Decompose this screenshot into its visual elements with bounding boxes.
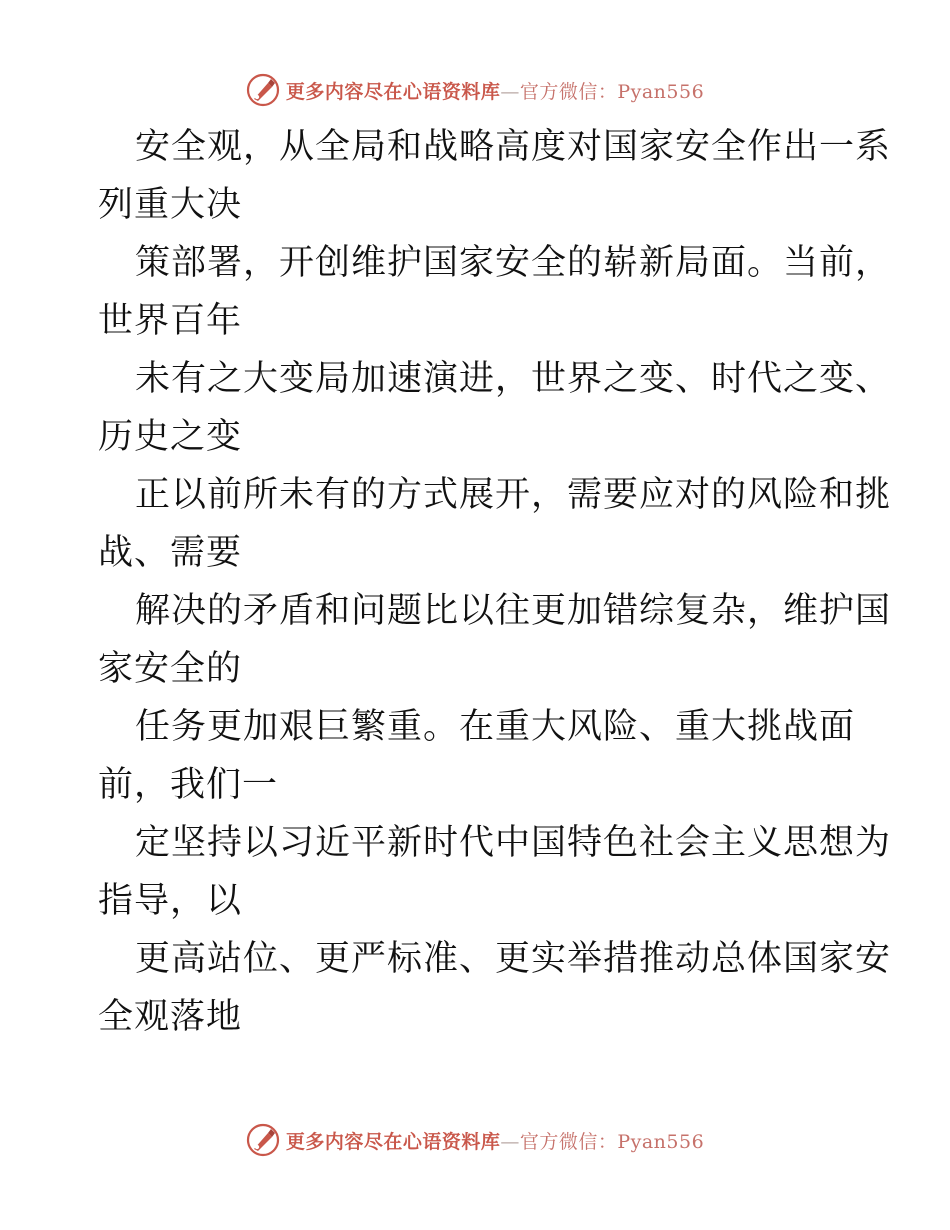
text-line: 战、需要	[98, 533, 243, 573]
watermark-separator: —	[500, 1130, 520, 1153]
document-body	[98, 118, 892, 1046]
paragraph	[98, 582, 892, 698]
watermark-brand: 更多内容尽在心语资料库	[285, 80, 501, 103]
text-line: 策部署，开创维护国家安全的崭新局面。当前，	[135, 243, 892, 283]
paragraph	[98, 698, 858, 814]
text-line: 解决的矛盾和问题比以往更加错综复杂，维护国	[135, 591, 892, 631]
text-line: 家安全的	[98, 649, 243, 689]
text-line: 更高站位、更严标准、更实举措推动总体国家安	[135, 939, 892, 979]
watermark-contact: 官方微信：Pyan556	[519, 80, 705, 103]
paragraph	[98, 118, 892, 234]
text-line: 任务更加艰巨繁重。在重大风险、重大挑战面	[135, 707, 856, 747]
text-line: 全观落地	[98, 997, 243, 1037]
paragraph	[98, 234, 892, 350]
header-watermark	[0, 70, 950, 110]
text-line: 前，我们一	[98, 765, 279, 805]
text-line: 未有之大变局加速演进，世界之变、时代之变、	[135, 359, 892, 399]
paragraph	[98, 814, 892, 930]
watermark-text	[286, 1127, 704, 1154]
text-line: 定坚持以习近平新时代中国特色社会主义思想为	[135, 823, 892, 863]
paragraph	[98, 350, 892, 466]
text-line: 正以前所未有的方式展开，需要应对的风险和挑	[135, 475, 892, 515]
watermark-brand: 更多内容尽在心语资料库	[285, 1130, 501, 1153]
footer-watermark	[0, 1120, 950, 1160]
paragraph	[98, 466, 892, 582]
text-line: 历史之变	[98, 417, 243, 457]
watermark-contact: 官方微信：Pyan556	[519, 1130, 705, 1153]
text-line: 安全观，从全局和战略高度对国家安全作出一系	[135, 127, 892, 167]
watermark-text	[286, 77, 704, 104]
text-line: 世界百年	[98, 301, 243, 341]
watermark-separator: —	[500, 80, 520, 103]
pen-nib-logo-icon	[246, 73, 280, 107]
paragraph	[98, 930, 892, 1046]
pen-nib-logo-icon	[246, 1123, 280, 1157]
text-line: 列重大决	[98, 185, 243, 225]
text-line: 指导，以	[98, 881, 243, 921]
